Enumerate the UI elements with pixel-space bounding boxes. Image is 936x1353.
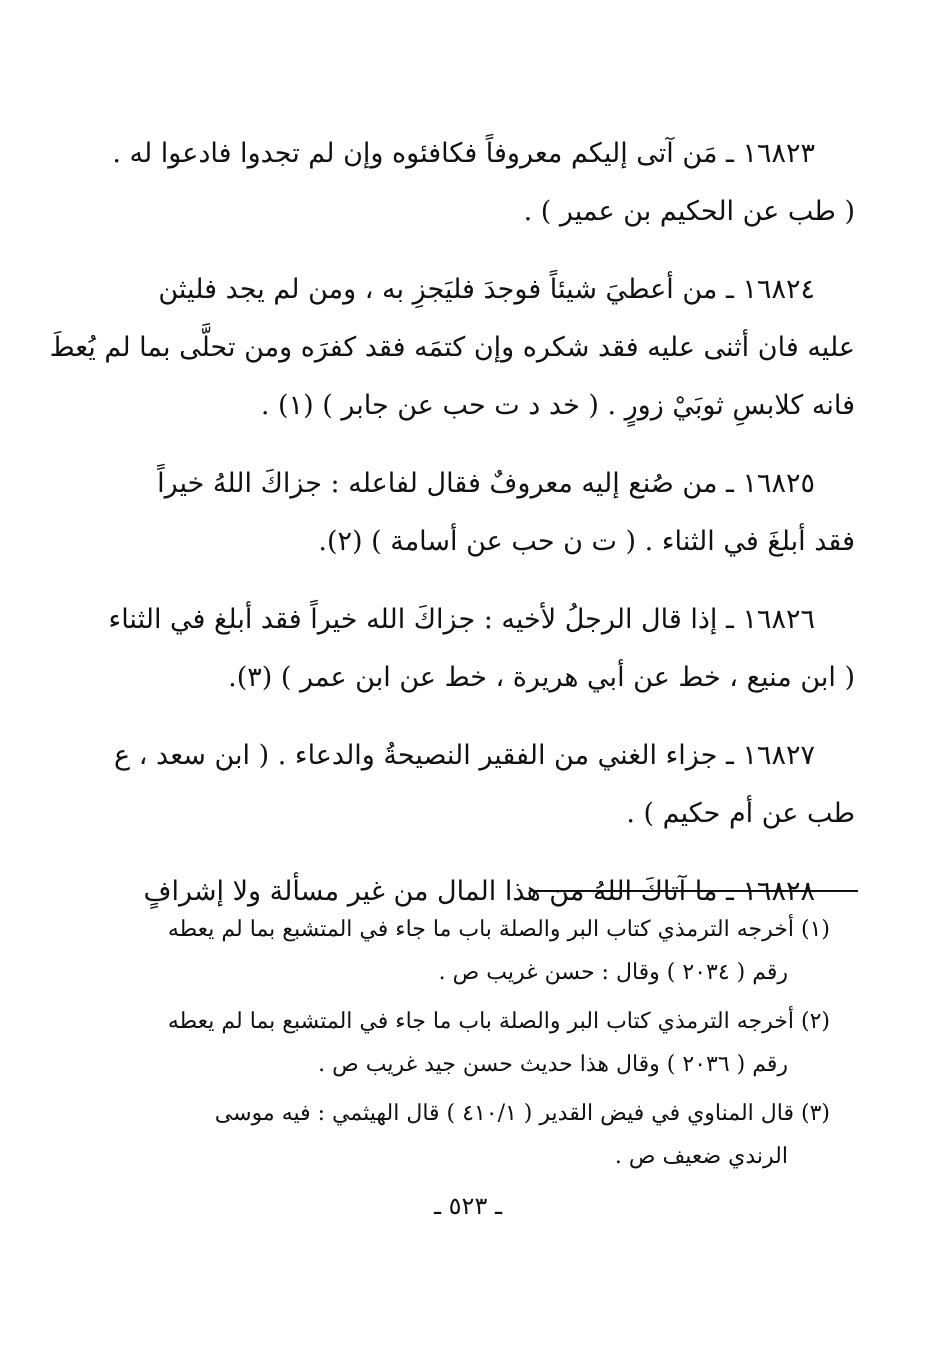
entry-line: فانه كلابسِ ثوبَيْ زورٍ . ( خد د ت حب عن جابر ) (١) . xyxy=(260,390,855,421)
entry-line: ( ابن منيع ، خط عن أبي هريرة ، خط عن ابن عمر ) (٣). xyxy=(228,662,855,693)
footnote xyxy=(140,1000,830,1086)
hadith-entry xyxy=(112,125,855,241)
footnote-line: رقم ( ٢٠٣٤ ) وقال : حسن غريب ص . xyxy=(438,960,788,985)
footnote-line: الرندي ضعيف ص . xyxy=(614,1144,788,1169)
entry-line: ١٦٨٢٧ ـ جزاء الغني من الفقير النصيحةُ والدعاء . ( ابن سعد ، ع xyxy=(114,740,815,771)
entry-line: ١٦٨٢٨ ـ ما آتاكَ اللهُ من هذا المال من غير مسألة ولا إشرافٍ xyxy=(143,876,815,907)
entry-line: ( طب عن الحكيم بن عمير ) . xyxy=(523,196,855,227)
footnote xyxy=(140,908,830,994)
hadith-entry xyxy=(108,591,855,707)
footnote xyxy=(140,1092,830,1178)
entry-line: ١٦٨٢٣ ـ مَن آتى إليكم معروفاً فكافئوه وإن لم تجدوا فادعوا له . xyxy=(112,138,815,169)
hadith-entry xyxy=(114,727,855,843)
entry-line: ١٦٨٢٤ ـ من أعطيَ شيئاً فوجدَ فليَجزِ به ، ومن لم يجد فليثن xyxy=(158,274,815,305)
entry-line: ١٦٨٢٦ ـ إذا قال الرجلُ لأخيه : جزاكَ الله خيراً فقد أبلغ في الثناء xyxy=(108,604,815,635)
page-number: ـ ٥٢٣ ـ xyxy=(433,1192,502,1220)
footnotes xyxy=(140,908,830,1184)
footnote-line: رقم ( ٢٠٣٦ ) وقال هذا حديث حسن جيد غريب ص . xyxy=(318,1052,788,1077)
footnote-line: (١) أخرجه الترمذي كتاب البر والصلة باب ما جاء في المتشبع بما لم يعطه xyxy=(167,917,830,942)
entry-line: ١٦٨٢٥ ـ من صُنع إليه معروفٌ فقال لفاعله : جزاكَ اللهُ خيراً xyxy=(157,468,815,499)
hadith-entry xyxy=(49,261,855,435)
hadith-entries xyxy=(49,125,855,941)
entry-line: عليه فان أثنى عليه فقد شكره وإن كتمَه فقد كفرَه ومن تحلَّى بما لم يُعطَ xyxy=(49,332,855,363)
footnote-line: (٣) قال المناوي في فيض القدير ( ٤١٠/١ ) قال الهيثمي : فيه موسى xyxy=(214,1101,830,1126)
hadith-entry xyxy=(140,455,855,571)
entry-line: طب عن أم حكيم ) . xyxy=(626,798,855,829)
footnote-divider xyxy=(535,890,858,892)
footnote-line: (٢) أخرجه الترمذي كتاب البر والصلة باب ما جاء في المتشبع بما لم يعطه xyxy=(167,1009,830,1034)
entry-line: فقد أبلغَ في الثناء . ( ت ن حب عن أسامة ) (٢). xyxy=(318,526,855,557)
